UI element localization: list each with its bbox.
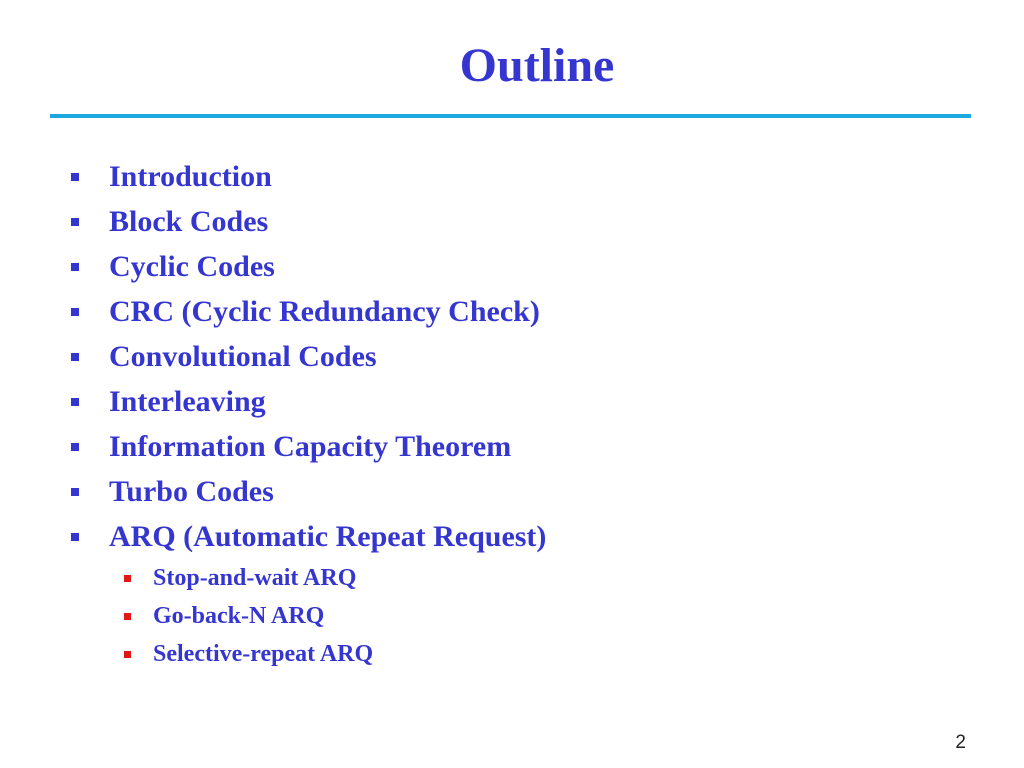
small-square-bullet-icon (124, 575, 131, 582)
title-divider (50, 114, 971, 118)
square-bullet-icon (71, 398, 79, 406)
small-square-bullet-icon (124, 651, 131, 658)
outline-item-label: Block Codes (109, 205, 269, 238)
outline-item (0, 154, 1024, 199)
square-bullet-icon (71, 488, 79, 496)
outline-item (0, 244, 1024, 289)
outline-item (0, 289, 1024, 334)
small-square-bullet-icon (124, 613, 131, 620)
square-bullet-icon (71, 308, 79, 316)
outline-subitem (0, 559, 1024, 597)
outline-subitem-label: Stop-and-wait ARQ (153, 565, 357, 591)
outline-subitem (0, 597, 1024, 635)
outline-item-label: Introduction (109, 160, 272, 193)
outline-subitem (0, 635, 1024, 673)
outline-item-label: Cyclic Codes (109, 250, 275, 283)
outline-item (0, 514, 1024, 559)
page-number: 2 (955, 732, 966, 753)
outline-item-label: Interleaving (109, 385, 266, 418)
outline-subitem-label: Go-back-N ARQ (153, 603, 325, 629)
square-bullet-icon (71, 263, 79, 271)
outline-item-label: CRC (Cyclic Redundancy Check) (109, 295, 540, 328)
square-bullet-icon (71, 443, 79, 451)
outline-item (0, 199, 1024, 244)
outline-subitem-label: Selective-repeat ARQ (153, 641, 374, 667)
outline-item (0, 424, 1024, 469)
square-bullet-icon (71, 173, 79, 181)
outline-item (0, 334, 1024, 379)
slide-title: Outline (459, 39, 615, 92)
outline-list (0, 154, 1024, 673)
outline-item-label: Convolutional Codes (109, 340, 377, 373)
outline-item-label: Information Capacity Theorem (109, 430, 512, 463)
square-bullet-icon (71, 218, 79, 226)
outline-item-label: ARQ (Automatic Repeat Request) (109, 520, 547, 553)
outline-item (0, 469, 1024, 514)
outline-item-label: Turbo Codes (109, 475, 274, 508)
square-bullet-icon (71, 533, 79, 541)
outline-item (0, 379, 1024, 424)
square-bullet-icon (71, 353, 79, 361)
